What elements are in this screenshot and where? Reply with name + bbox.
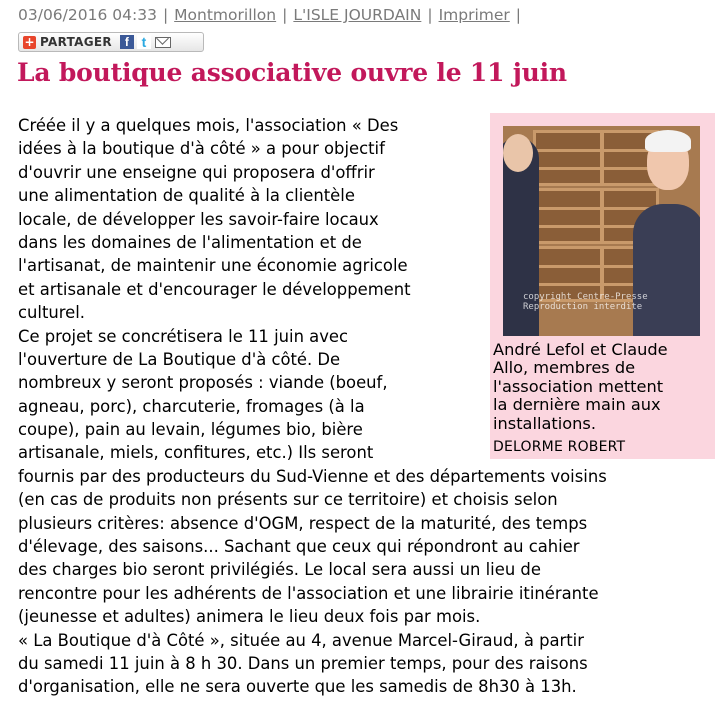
body-line: Ce projet se concrétisera le 11 juin avec <box>18 326 349 346</box>
facebook-icon[interactable]: f <box>120 35 134 49</box>
body-line: locale, de développer les savoir-faire locaux <box>18 209 379 229</box>
article-title: La boutique associative ouvre le 11 juin <box>17 58 567 87</box>
body-line: une alimentation de qualité à la clientèle <box>18 186 355 206</box>
share-label: PARTAGER <box>40 35 112 49</box>
photo-caption: André Lefol et Claude Allo, membres de l'association mettent la dernière main aux installations. <box>493 340 668 433</box>
body-line: artisanale, miels, confitures, etc.) Ils seront <box>18 443 374 463</box>
person-right <box>633 204 700 336</box>
body-line: des charges bio seront privilégiés. Le local sera aussi un lieu de <box>18 560 541 580</box>
body-line: nombreux y seront proposés : viande (boeuf, <box>18 373 388 393</box>
link-imprimer[interactable]: Imprimer <box>438 6 510 24</box>
body-line: et artisanale et d'encourager le développement <box>18 279 411 299</box>
photo-box <box>490 113 715 459</box>
body-line: « La Boutique d'à Côté », située au 4, avenue Marcel-Giraud, à partir <box>18 630 584 650</box>
body-line: d'organisation, elle ne sera ouverte que les samedis de 8h30 à 13h. <box>18 677 577 697</box>
body-line: plusieurs critères: absence d'OGM, respect de la maturité, des temps <box>18 513 588 533</box>
article-meta: 03/06/2016 04:33 | Montmorillon | L'ISLE JOURDAIN | Imprimer | <box>18 6 522 24</box>
body-line: rencontre pour les adhérents de l'association et une librairie itinérante <box>18 583 599 603</box>
body-line: Créée il y a quelques mois, l'association « Des <box>18 116 399 135</box>
plus-icon: + <box>24 34 35 49</box>
photo-credit: DELORME ROBERT <box>493 439 626 455</box>
link-isle-jourdain[interactable]: L'ISLE JOURDAIN <box>293 6 422 24</box>
body-line: du samedi 11 juin à 8 h 30. Dans un premier temps, pour des raisons <box>18 653 588 673</box>
mail-icon[interactable] <box>155 37 171 48</box>
body-line: (jeunesse et adultes) animera le lieu deux fois par mois. <box>18 607 481 627</box>
body-line: agneau, porc), charcuterie, fromages (à la <box>18 396 365 416</box>
person-left-head <box>503 134 533 172</box>
twitter-icon[interactable]: t <box>137 35 151 49</box>
body-line: d'ouvrir une enseigne qui proposera d'offrir <box>18 162 375 182</box>
body-line: l'ouverture de La Boutique d'à côté. De <box>18 349 341 369</box>
body-line: d'élevage, des saisons... Sachant que ceux qui répondront au cahier <box>18 537 580 557</box>
body-line: (en cas de produits non présents sur ce territoire) et choisis selon <box>18 490 558 510</box>
article-date: 03/06/2016 04:33 <box>18 6 157 24</box>
body-line: idées à la boutique d'à côté » a pour objectif <box>18 139 385 159</box>
share-button[interactable] <box>18 32 204 52</box>
link-montmorillon[interactable]: Montmorillon <box>174 6 277 24</box>
photo-watermark: copyright Centre-Presse Reproduction interdite <box>523 292 648 312</box>
article-photo[interactable] <box>503 126 700 336</box>
body-line: fournis par des producteurs du Sud-Vienne et des départements voisins <box>18 466 607 486</box>
body-line: l'artisanat, de maintenir une économie agricole <box>18 256 408 276</box>
body-line: dans les domaines de l'alimentation et de <box>18 232 362 252</box>
body-line: culturel. <box>18 303 85 323</box>
body-line: coupe), pain au levain, légumes bio, bière <box>18 420 363 440</box>
